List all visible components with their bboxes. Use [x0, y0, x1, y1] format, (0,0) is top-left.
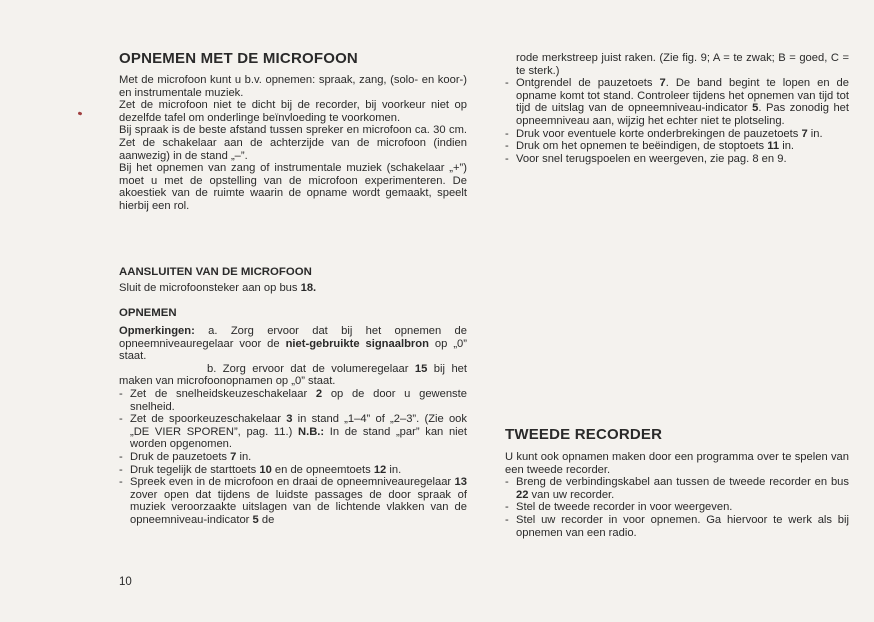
page-number: 10: [119, 576, 132, 588]
remark-a: Opmerkingen: a. Zorg ervoor dat bij het opnemen de opneemniveauregelaar voor de niet-gebruikte signaalbron op „0” staat.: [119, 325, 468, 363]
list-item: - Zet de spoorkeuzeschakelaar 3 in stand „1–4” of „2–3”. (Zie ook „DE VIER SPOREN”, pag. 11.) N.B.: In de stand „par” kan niet worden opgenomen.: [119, 413, 468, 451]
intro-text: [119, 74, 467, 213]
continued-paragraph: rode merkstreep juist raken. (Zie fig. 9; A = te zwak; B = goed, C = te sterk.): [516, 52, 849, 77]
ink-mark: [78, 111, 83, 115]
section-title: TWEEDE RECORDER: [505, 426, 663, 443]
step-list: [505, 476, 849, 539]
connect-text: Sluit de microfoonsteker aan op bus 18.: [119, 282, 317, 294]
list-item: - Zet de snelheidskeuzeschakelaar 2 op de door u gewenste snelheid.: [119, 387, 467, 413]
list-item: - Spreek even in de microfoon en draai de opneemniveauregelaar 13 zover open dat tijdens de luidste passages de door spraak of muziek veroorzaakte uitslagen van de lichtende vlakken van de opneemniveau-indicator 5 de: [119, 476, 467, 526]
second-recorder-text: [505, 451, 849, 539]
list-item: - Voor snel terugspoelen en weergeven, zie pag. 8 en 9.: [505, 152, 787, 165]
remark-b: b. Zorg ervoor dat de volumeregelaar 15 bij het maken van microfoonopnamen op „0” staat.: [119, 362, 467, 388]
subheading-record: OPNEMEN: [119, 307, 177, 319]
intro-paragraph: Met de microfoon kunt u b.v. opnemen: spraak, zang, (solo- en koor-) en instrumentale muziek.: [119, 74, 467, 99]
list-item: - Stel de tweede recorder in voor weergeven.: [505, 501, 733, 514]
intro-paragraph: Bij het opnemen van zang of instrumentale muziek (schakelaar „+”) moet u met de opstelling van de microfoon experimenteren. De akoestiek van de ruimte waarin de opname wordt gemaakt, speelt hierbij een rol.: [119, 162, 467, 212]
intro-paragraph: Zet de microfoon niet te dicht bij de recorder, bij voorkeur niet op dezelfde tafel om onderlinge beïnvloeding te voorkomen.: [119, 99, 467, 124]
step-list: [119, 388, 467, 527]
record-instructions: [119, 325, 467, 527]
list-item: - Druk voor eventuele korte onderbrekingen de pauzetoets 7 in.: [505, 127, 823, 140]
intro-paragraph: Bij spraak is de beste afstand tussen spreker en microfoon ca. 30 cm. Zet de schakelaar aan de achterzijde van de microfoon (indien aanwezig) in de stand „–”.: [119, 124, 467, 162]
list-item: - Ontgrendel de pauzetoets 7. De band begint te lopen en de opname komt tot stand. Controleer tijdens het opnemen van tijd tot tijd de uitslag van de opneemniveau-indicator 5. Pas zonodig het opneemniveau aan, wijzig het echter niet te plotseling.: [505, 77, 850, 127]
continued-text: [505, 52, 849, 165]
step-list: [505, 77, 849, 165]
intro-paragraph: U kunt ook opnamen maken door een programma over te spelen van een tweede recorder.: [505, 451, 849, 476]
list-item: - Druk om het opnemen te beëindigen, de stoptoets 11 in.: [505, 140, 795, 153]
list-item: - Druk tegelijk de starttoets 10 en de opneemtoets 12 in.: [119, 463, 402, 476]
section-title: OPNEMEN MET DE MICROFOON: [119, 50, 358, 67]
list-item: - Druk de pauzetoets 7 in.: [119, 450, 252, 463]
list-item: - Breng de verbindingskabel aan tussen de tweede recorder en bus 22 van uw recorder.: [505, 476, 849, 501]
subheading-connect: AANSLUITEN VAN DE MICROFOON: [119, 266, 312, 278]
list-item: - Stel uw recorder in voor opnemen. Ga hiervoor te werk als bij opnemen van een radio.: [505, 513, 849, 539]
